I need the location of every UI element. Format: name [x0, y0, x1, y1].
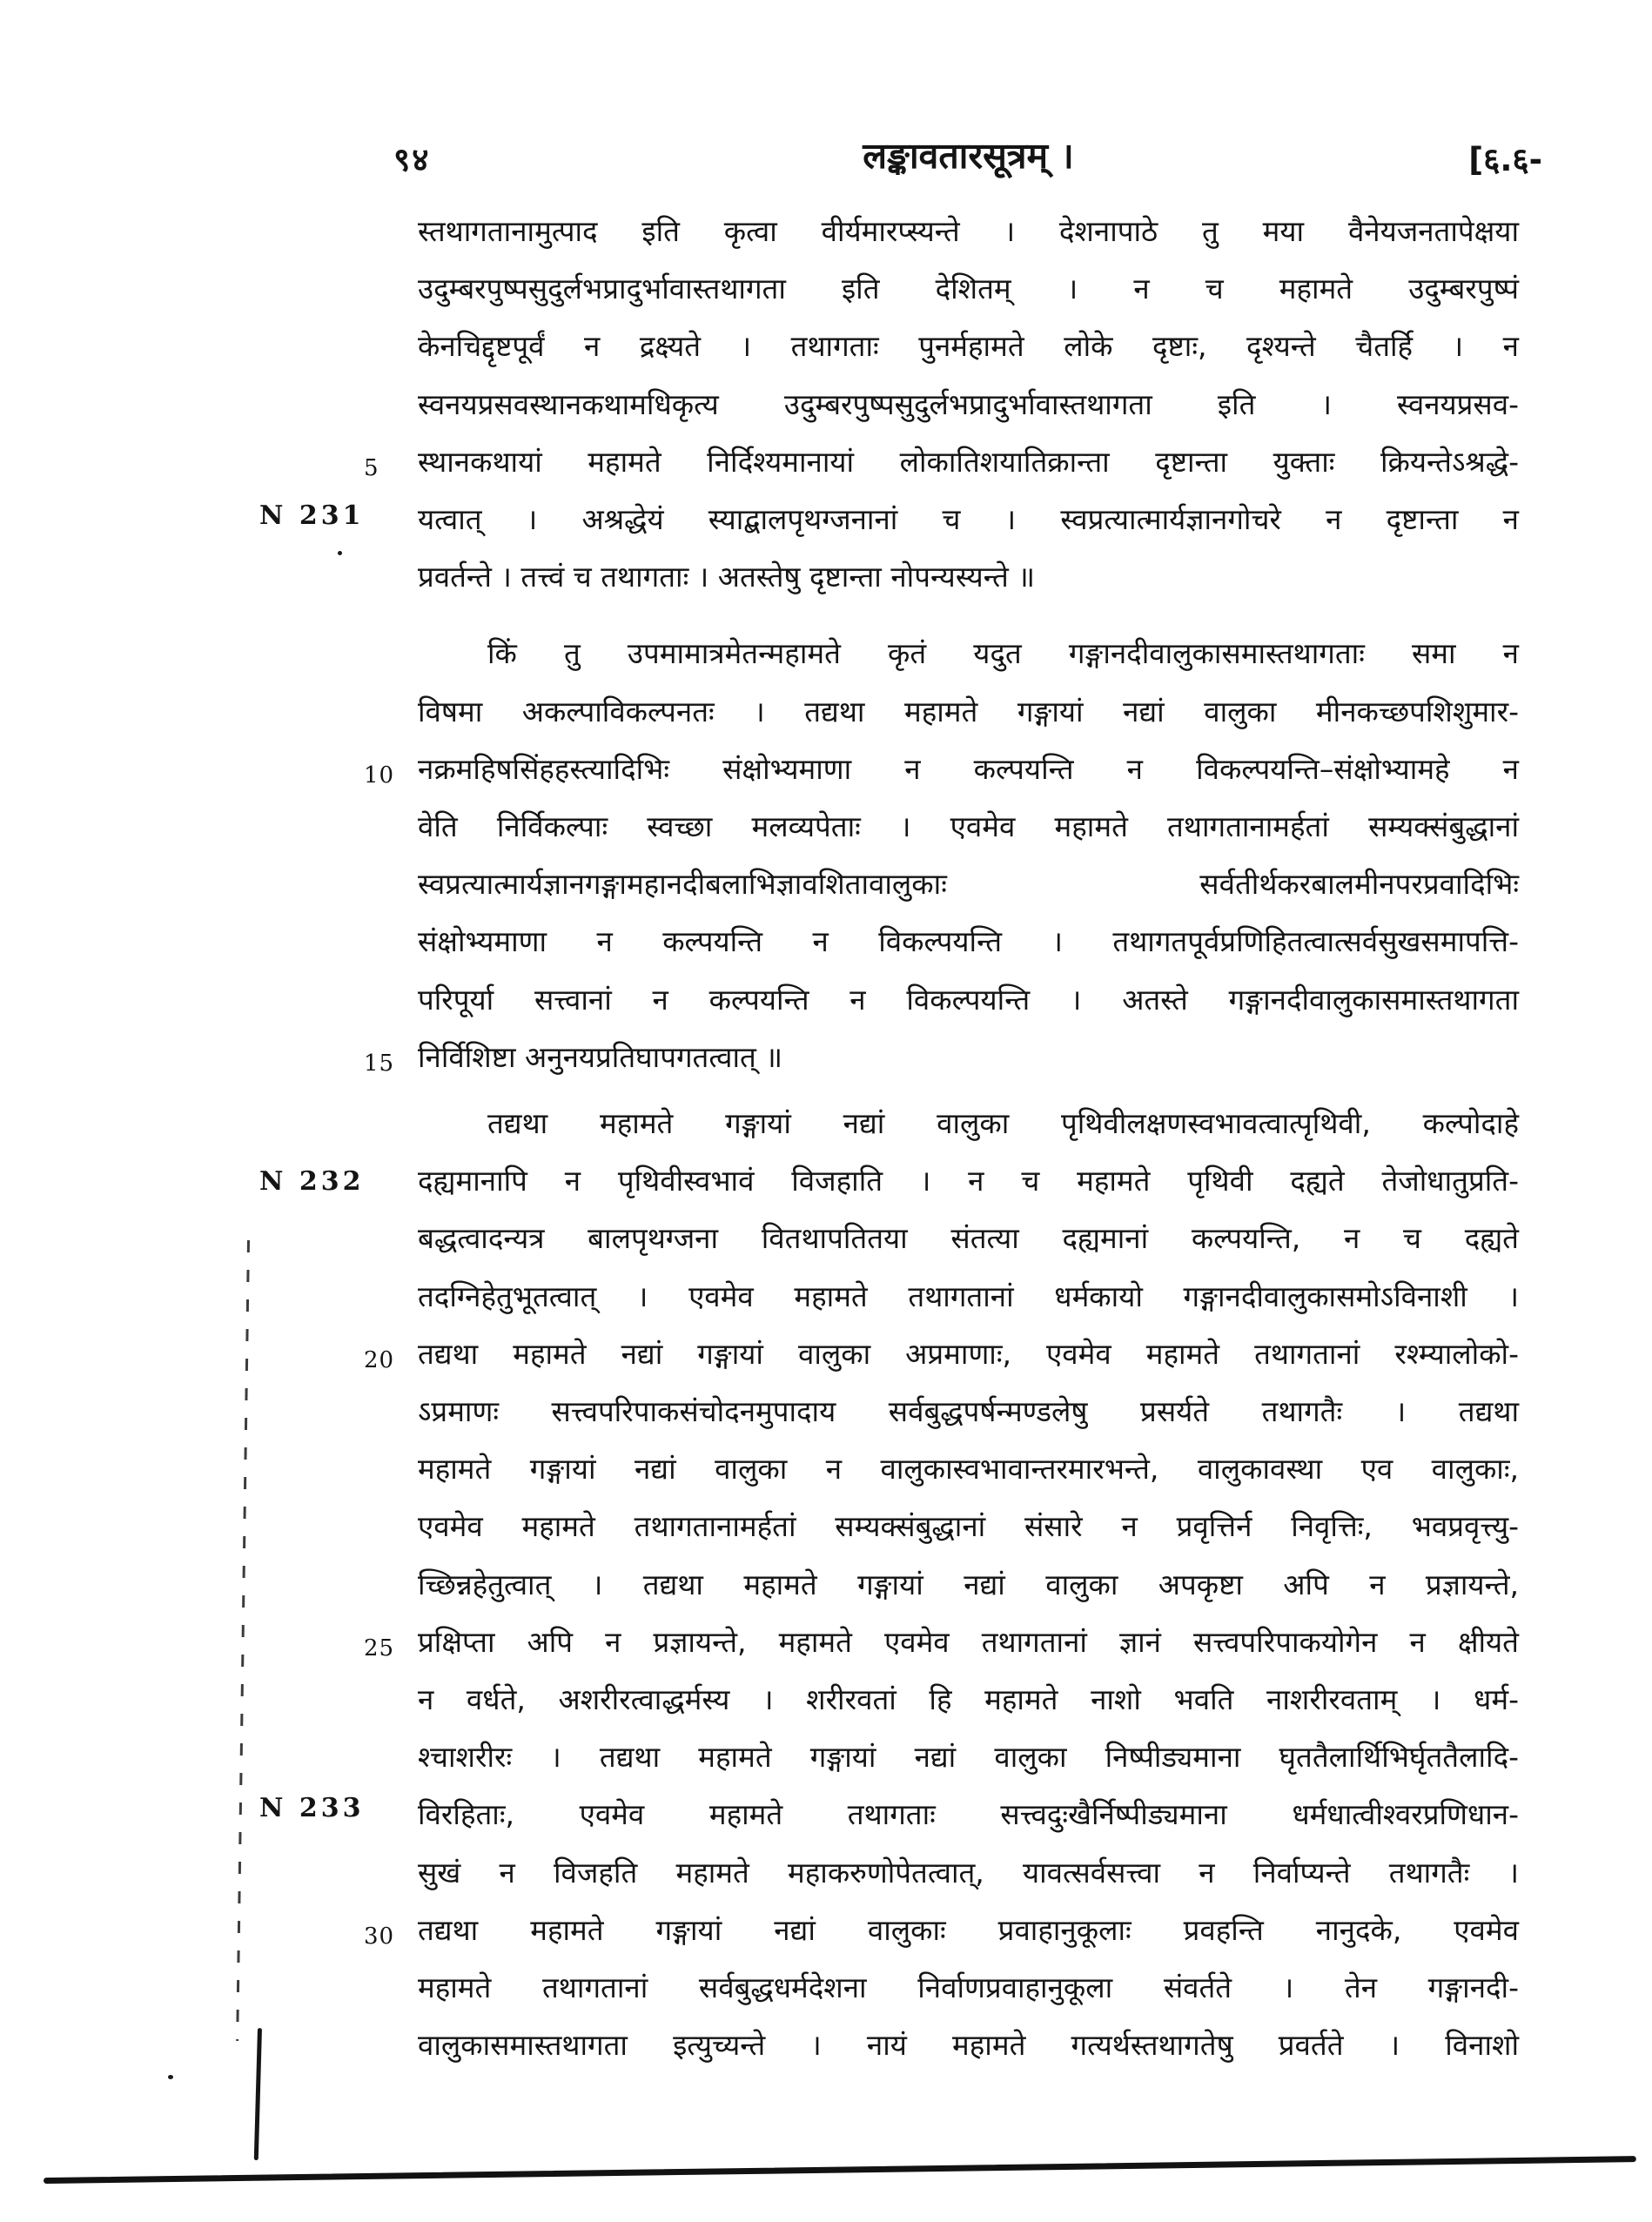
scan-artifact-bottom-edge: [44, 2156, 1636, 2184]
line-text: दह्यमानापि न पृथिवीस्वभावं विजहाति । न च महामते पृथिवी दह्यते तेजोधातुप्रति-: [418, 1164, 1519, 1198]
line-text: स्तथागतानामुत्पाद इति कृत्वा वीर्यमारप्स्यन्ते । देशनापाठे तु मया वैनेयजनतापेक्षया: [418, 214, 1519, 248]
text-line: [418, 1268, 1519, 1326]
text-line: [418, 1498, 1519, 1555]
text-line: [418, 1786, 1519, 1843]
line-text: प्रक्षिप्ता अपि न प्रज्ञायन्ते, महामते एवमेव तथागतानां ज्ञानं सत्त्वपरिपाकयोगेन न क्षीयते: [418, 1624, 1519, 1659]
line-text: तदग्निहेतुभूतत्वात् । एवमेव महामते तथागतानां धर्मकायो गङ्गानदीवालुकासमोऽविनाशी ।: [418, 1279, 1519, 1313]
line-text: किं तु उपमामात्रमेतन्महामते कृतं यदुत गङ्गानदीवालुकासमास्तथागताः समा न: [487, 636, 1519, 671]
line-text: न वर्धते, अशरीरत्वाद्धर्मस्य । शरीरवतां हि महामते नाशो भवति नाशरीरवताम् । धर्म-: [418, 1682, 1519, 1717]
text-line: [418, 1383, 1519, 1440]
line-text: परिपूर्या सत्त्वानां न कल्पयन्ति न विकल्पयन्ति । अतस्ते गङ्गानदीवालुकासमास्तथागता: [418, 982, 1519, 1017]
text-line: [418, 856, 1519, 913]
line-text: उदुम्बरपुष्पसुदुर्लभप्रादुर्भावास्तथागता इति देशितम् । न च महामते उदुम्बरपुष्पं: [418, 272, 1519, 306]
text-line: [418, 318, 1519, 375]
line-text: निर्विशिष्टा अनुनयप्रतिघापगतत्वात् ॥: [418, 1039, 783, 1074]
line-text: वालुकासमास्तथागता इत्युच्यन्ते । नायं महामते गत्यर्थस्तथागतेषु प्रवर्तते । विनाशो: [418, 2028, 1519, 2063]
text-line: [364, 741, 1519, 798]
text-line: [418, 971, 1519, 1029]
line-text: ऽप्रमाणः सत्त्वपरिपाकसंचोदनमुपादाय सर्वबुद्धपर्षन्मण्डलेषु प्रसर्यते तथागतैः । तद्यथा: [418, 1394, 1519, 1429]
line-text: च्छिन्नहेतुत्वात् । तद्यथा महामते गङ्गायां नद्यां वालुका अपकृष्टा अपि न प्रज्ञायन्ते,: [418, 1567, 1519, 1601]
line-text: महामते गङ्गायां नद्यां वालुका न वालुकास्वभावान्तरमारभन्ते, वालुकावस्था एव वालुकाः,: [418, 1452, 1519, 1487]
text-line: [364, 1902, 1519, 1959]
line-text: स्वनयप्रसवस्थानकथामधिकृत्य उदुम्बरपुष्पसुदुर्लभप्रादुर्भावास्तथागता इति । स्वनयप्रसव-: [418, 386, 1519, 421]
line-text: स्थानकथायां महामते निर्दिश्यमानायां लोकातिशयातिक्रान्ता दृष्टान्ता युक्ताः क्रियन्तेऽश्रद्धे-: [418, 444, 1519, 479]
scan-artifact-binding-crease: [236, 1240, 250, 2041]
text-line: [418, 625, 1519, 682]
page-number: ९४: [393, 141, 431, 178]
line-text: महामते तथागतानां सर्वबुद्धधर्मदेशना निर्वाणप्रवाहानुकूला संवर्तते । तेन गङ्गानदी-: [418, 1970, 1519, 2005]
text-line: [418, 491, 1519, 548]
text-line: [418, 1440, 1519, 1498]
line-text: विरहिताः, एवमेव महामते तथागताः सत्त्वदुःखैर्निष्पीड्यमाना धर्मधात्वीश्वरप्रणिधान-: [418, 1797, 1519, 1832]
line-text: तद्यथा महामते नद्यां गङ्गायां वालुका अप्रमाणाः, एवमेव महामते तथागतानां रश्म्यालोको-: [418, 1336, 1519, 1371]
line-number: 25: [364, 1635, 395, 1661]
line-text: वेति निर्विकल्पाः स्वच्छा मलव्यपेताः । एवमेव महामते तथागतानामर्हतां सम्यक्संबुद्धानां: [418, 809, 1519, 844]
line-number: 5: [364, 454, 379, 481]
text-line: [418, 1844, 1519, 1902]
scan-artifact-binding-crease-dark: [254, 2028, 262, 2160]
line-text: प्रवर्तन्ते । तत्त्वं च तथागताः । अतस्तेषु दृष्टान्ता नोपन्यस्यन्ते ॥: [418, 560, 1036, 594]
page-title: लङ्कावतारसूत्रम् ।: [863, 135, 1074, 177]
margin-note: N 231: [259, 500, 365, 531]
margin-note: N 232: [259, 1166, 365, 1197]
line-text: सुखं न विजहति महामते महाकरुणोपेतत्वात्, यावत्सर्वसत्त्वा न निर्वाप्यन्ते तथागतैः ।: [418, 1855, 1519, 1890]
text-line: [418, 203, 1519, 260]
text-line: [418, 1556, 1519, 1614]
line-number: 20: [364, 1346, 395, 1373]
body-text: [364, 203, 1519, 2075]
text-line: [418, 913, 1519, 970]
text-line: [418, 2017, 1519, 2074]
line-text: स्वप्रत्यात्मार्यज्ञानगङ्गामहानदीबलाभिज्ञावशितावालुकाः सर्वतीर्थकरबालमीनपरप्रवादिभिः: [418, 867, 1519, 902]
text-line: [364, 1614, 1519, 1671]
scan-artifact-speck: [168, 2075, 173, 2079]
line-text: संक्षोभ्यमाणा न कल्पयन्ति न विकल्पयन्ति । तथागतपूर्वप्रणिहितत्वात्सर्वसुखसमापत्ति-: [418, 924, 1519, 959]
section-reference: [६.६-: [1468, 141, 1542, 178]
text-line: [364, 1029, 1519, 1086]
line-number: 10: [364, 762, 395, 789]
line-text: एवमेव महामते तथागतानामर्हतां सम्यक्संबुद्धानां संसारे न प्रवृत्तिर्न निवृत्तिः, भवप्रवृत्त्यु-: [418, 1509, 1519, 1544]
line-text: बद्धत्वादन्यत्र बालपृथग्जना वितथापतितया संतत्या दह्यमानां कल्पयन्ति, न च दह्यते: [418, 1221, 1519, 1256]
line-text: यत्वात् । अश्रद्धेयं स्याद्बालपृथग्जनानां च । स्वप्रत्यात्मार्यज्ञानगोचरे न दृष्टान्ता न: [418, 502, 1519, 537]
text-line: [418, 1152, 1519, 1210]
text-line: [418, 798, 1519, 856]
text-line: [418, 1959, 1519, 2017]
text-line: [418, 683, 1519, 741]
line-number: 15: [364, 1050, 395, 1077]
text-line: [364, 1326, 1519, 1383]
line-number: 30: [364, 1923, 395, 1950]
text-line: [418, 548, 1519, 606]
line-text: नक्रमहिषसिंहहस्त्यादिभिः संक्षोभ्यमाणा न कल्पयन्ति न विकल्पयन्ति–संक्षोभ्यामहे न: [418, 751, 1519, 786]
line-text: तद्यथा महामते गङ्गायां नद्यां वालुका पृथिवीलक्षणस्वभावत्वात्पृथिवी, कल्पोदाहे: [487, 1106, 1519, 1141]
text-line: [418, 376, 1519, 433]
text-line: [418, 1210, 1519, 1267]
text-line: [418, 1671, 1519, 1729]
line-text: तद्यथा महामते गङ्गायां नद्यां वालुकाः प्रवाहानुकूलाः प्रवहन्ति नानुदके, एवमेव: [418, 1912, 1519, 1947]
text-line: [418, 1729, 1519, 1786]
text-line: [364, 433, 1519, 491]
line-text: केनचिद्दृष्टपूर्वं न द्रक्ष्यते । तथागताः पुनर्महामते लोके दृष्टाः, दृश्यन्ते चैतर्हि । न: [418, 329, 1519, 364]
scan-artifact-speck: [338, 551, 342, 555]
line-text: श्चाशरीरः । तद्यथा महामते गङ्गायां नद्यां वालुका निष्पीड्यमाना घृततैलार्थिभिर्घृततैलादि-: [418, 1740, 1519, 1775]
margin-note: N 233: [259, 1793, 365, 1823]
text-line: [418, 1095, 1519, 1152]
line-text: विषमा अकल्पाविकल्पनतः । तद्यथा महामते गङ्गायां नद्यां वालुका मीनकच्छपशिशुमार-: [418, 694, 1519, 728]
text-line: [418, 260, 1519, 318]
